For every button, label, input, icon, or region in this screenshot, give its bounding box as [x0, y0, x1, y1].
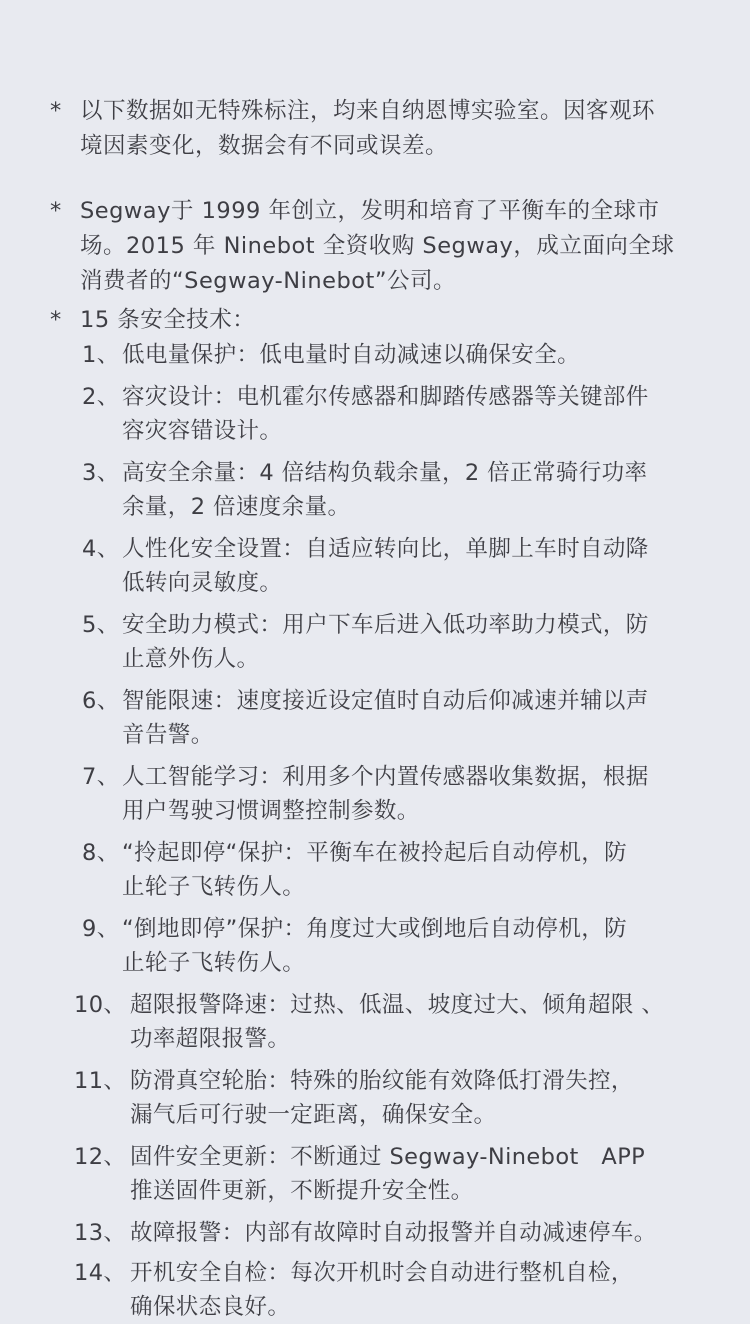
- item-text: 余量，2 倍速度余量。: [122, 494, 351, 520]
- item-number: 8、: [82, 840, 120, 866]
- item-text: “倒地即停”保护：角度过大或倒地后自动停机，防: [122, 916, 628, 942]
- item-text: 智能限速：速度接近设定值时自动后仰减速并辅以声: [122, 688, 649, 714]
- item-number: 11、: [74, 1068, 127, 1094]
- note-line: 消费者的“Segway-Ninebot”公司。: [80, 268, 457, 294]
- item-number: 10、: [74, 992, 127, 1018]
- note-line: 境因素变化，数据会有不同或误差。: [80, 133, 449, 159]
- note-marker: *: [50, 98, 62, 124]
- item-text: 高安全余量：4 倍结构负载余量，2 倍正常骑行功率: [122, 460, 648, 486]
- item-number: 14、: [74, 1260, 127, 1286]
- item-number: 13、: [74, 1220, 127, 1246]
- item-text: 止意外伤人。: [122, 646, 260, 672]
- item-text: 音告警。: [122, 722, 214, 748]
- item-text: 人工智能学习：利用多个内置传感器收集数据，根据: [122, 764, 649, 790]
- item-number: 1、: [82, 342, 120, 368]
- item-text: 容灾容错设计。: [122, 418, 283, 444]
- list-item: [0, 988, 750, 1056]
- lab-data-note: [0, 94, 750, 164]
- list-item: [0, 760, 750, 828]
- item-number: 2、: [82, 384, 120, 410]
- item-text: 容灾设计：电机霍尔传感器和脚踏传感器等关键部件: [122, 384, 649, 410]
- note-line: 以下数据如无特殊标注，均来自纳恩博实验室。因客观环: [80, 98, 656, 124]
- list-item: [0, 532, 750, 600]
- safety-tech-list: [0, 338, 750, 1324]
- segway-history-note: [0, 194, 750, 299]
- item-text: 止轮子飞转伤人。: [122, 874, 306, 900]
- item-text: 止轮子飞转伤人。: [122, 950, 306, 976]
- list-item: [0, 608, 750, 676]
- item-number: 6、: [82, 688, 120, 714]
- item-number: 4、: [82, 536, 120, 562]
- item-number: 12、: [74, 1144, 127, 1170]
- list-item: [0, 456, 750, 524]
- item-text: 防滑真空轮胎：特殊的胎纹能有效降低打滑失控，: [130, 1068, 634, 1094]
- safety-tech-heading: [0, 303, 750, 338]
- list-item: [0, 912, 750, 980]
- list-item: [0, 836, 750, 904]
- item-number: 5、: [82, 612, 120, 638]
- item-text: 推送固件更新，不断提升安全性。: [130, 1178, 474, 1204]
- list-item: [0, 1256, 750, 1324]
- item-number: 9、: [82, 916, 120, 942]
- note-line: 场。2015 年 Ninebot 全资收购 Segway，成立面向全球: [80, 233, 675, 259]
- item-text: 功率超限报警。: [130, 1026, 291, 1052]
- item-text: 低电量保护：低电量时自动减速以确保安全。: [122, 342, 581, 368]
- note-line: 15 条安全技术：: [80, 307, 256, 333]
- list-item: [0, 338, 750, 372]
- item-text: 确保状态良好。: [130, 1294, 291, 1320]
- item-text: 漏气后可行驶一定距离，确保安全。: [130, 1102, 497, 1128]
- list-item: [0, 1140, 750, 1208]
- item-number: 3、: [82, 460, 120, 486]
- list-item: [0, 1064, 750, 1132]
- note-line: Segway于 1999 年创立，发明和培育了平衡车的全球市: [80, 198, 660, 224]
- list-item: [0, 380, 750, 448]
- item-number: 7、: [82, 764, 120, 790]
- item-text: 故障报警：内部有故障时自动报警并自动减速停车。: [130, 1220, 657, 1246]
- item-text: “拎起即停“保护：平衡车在被拎起后自动停机，防: [122, 840, 628, 866]
- item-text: 开机安全自检：每次开机时会自动进行整机自检，: [130, 1260, 634, 1286]
- item-text: 低转向灵敏度。: [122, 570, 283, 596]
- item-text: 人性化安全设置：自适应转向比，单脚上车时自动降: [122, 536, 649, 562]
- note-marker: *: [50, 307, 62, 333]
- item-text: 安全助力模式：用户下车后进入低功率助力模式，防: [122, 612, 649, 638]
- item-text: 超限报警降速：过热、低温、坡度过大、倾角超限 、: [130, 992, 665, 1018]
- item-text: 固件安全更新：不断通过 Segway-Ninebot APP: [130, 1144, 646, 1170]
- item-text: 用户驾驶习惯调整控制参数。: [122, 798, 420, 824]
- list-item: [0, 684, 750, 752]
- note-marker: *: [50, 198, 62, 224]
- list-item: [0, 1216, 750, 1250]
